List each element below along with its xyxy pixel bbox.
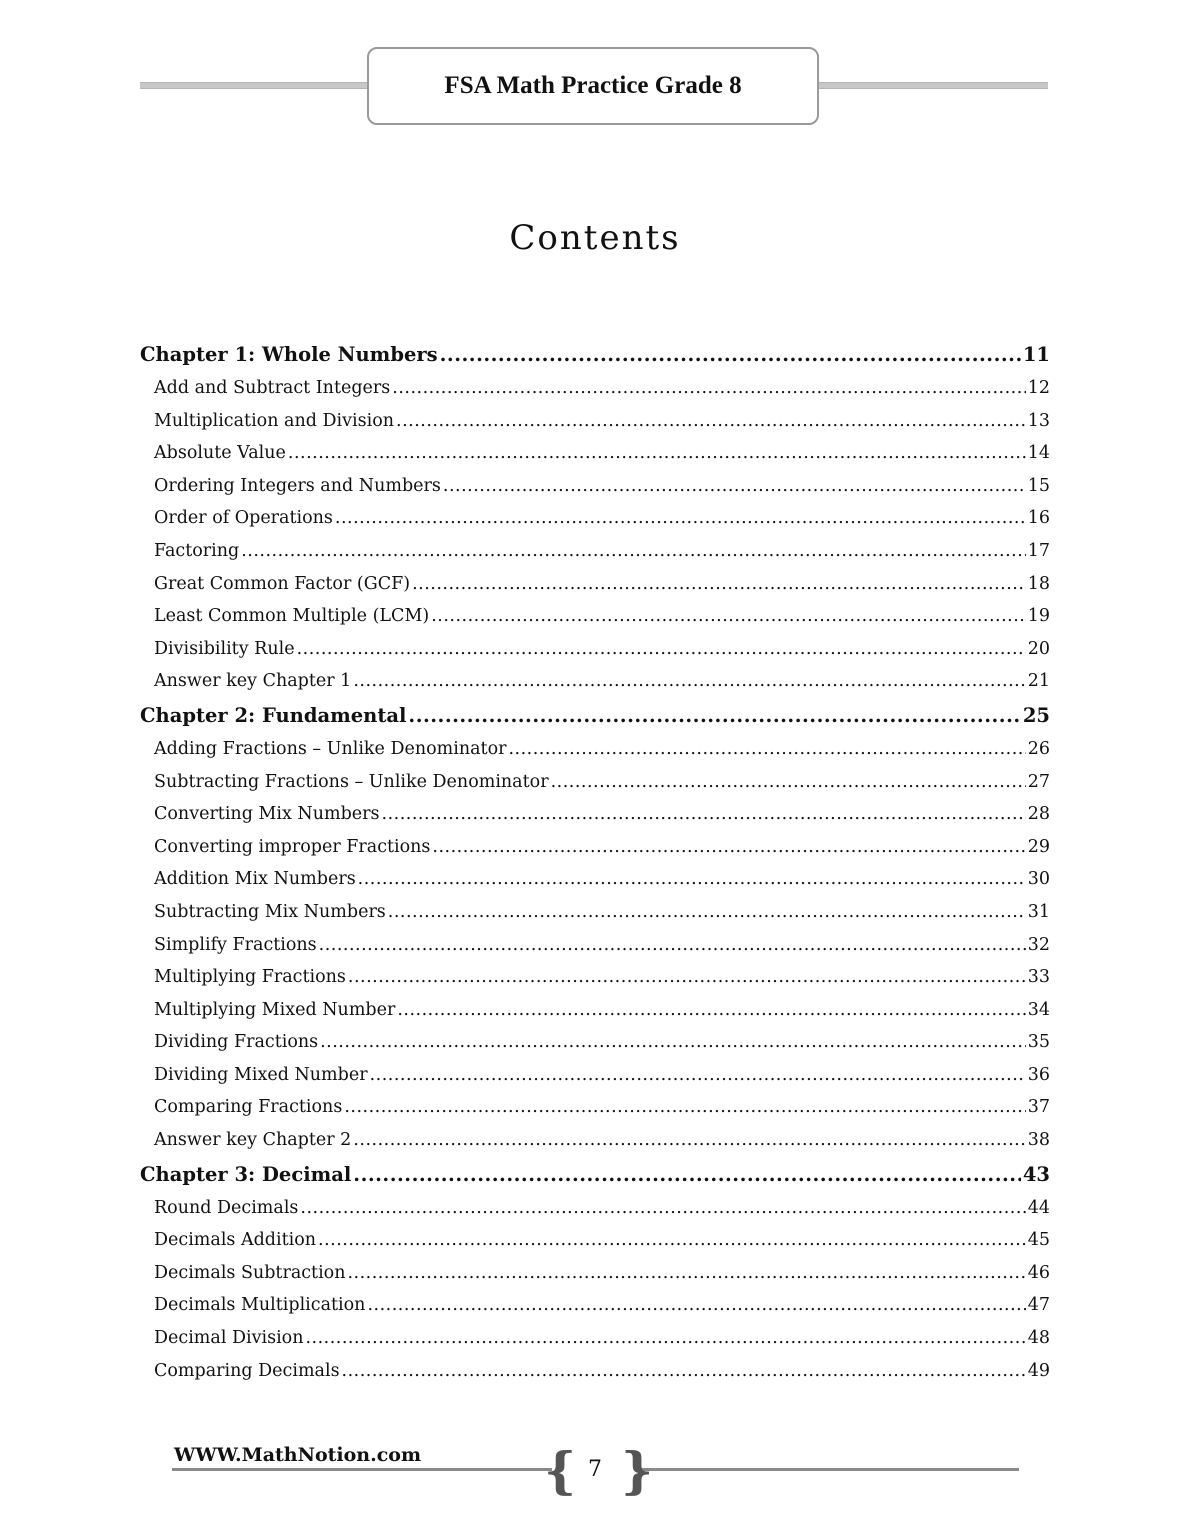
toc-section-entry[interactable] [140, 1322, 1050, 1355]
toc-dot-leader [353, 1124, 1025, 1157]
toc-dot-leader [348, 961, 1026, 994]
toc-dot-leader [551, 766, 1026, 799]
toc-section-entry[interactable] [140, 929, 1050, 962]
toc-section-entry[interactable] [140, 470, 1050, 503]
toc-section-entry[interactable] [140, 535, 1050, 568]
toc-entry-page: 17 [1027, 540, 1050, 561]
toc-section-entry[interactable] [140, 1124, 1050, 1157]
toc-entry-page: 45 [1027, 1230, 1050, 1251]
toc-dot-leader [432, 831, 1025, 864]
toc-dot-leader [396, 405, 1026, 438]
toc-dot-leader [318, 1224, 1026, 1257]
toc-entry-page: 38 [1027, 1130, 1050, 1151]
toc-section-entry[interactable] [140, 1224, 1050, 1257]
toc-entry-label: Factoring [154, 540, 240, 561]
toc-section-entry[interactable] [140, 568, 1050, 601]
toc-section-entry[interactable] [140, 1257, 1050, 1290]
toc-entry-page: 43 [1022, 1162, 1050, 1186]
toc-entry-label: Add and Subtract Integers [154, 378, 391, 398]
toc-entry-page: 34 [1027, 999, 1050, 1020]
toc-section-entry[interactable] [140, 961, 1050, 994]
toc-dot-leader [288, 437, 1026, 470]
toc-dot-leader [320, 1026, 1026, 1059]
toc-entry-label: Multiplication and Division [154, 410, 395, 431]
toc-entry-page: 32 [1027, 934, 1050, 955]
toc-entry-page: 28 [1027, 804, 1050, 825]
toc-section-entry[interactable] [140, 502, 1050, 535]
toc-entry-page: 35 [1027, 1032, 1050, 1053]
toc-section-entry[interactable] [140, 766, 1050, 799]
toc-dot-leader [319, 929, 1026, 962]
header-rule-left [140, 82, 370, 89]
toc-entry-page: 48 [1027, 1328, 1050, 1349]
toc-dot-leader [440, 337, 1021, 372]
toc-chapter-entry[interactable] [140, 337, 1050, 372]
toc-entry-page: 14 [1027, 443, 1050, 464]
toc-section-entry[interactable] [140, 1026, 1050, 1059]
toc-entry-label: Divisibility Rule [154, 638, 295, 659]
toc-dot-leader [347, 1257, 1025, 1290]
contents-title: Contents [509, 218, 681, 258]
toc-dot-leader [335, 502, 1026, 535]
toc-entry-page: 29 [1027, 836, 1050, 857]
footer-website: WWW.MathNotion.com [174, 1444, 425, 1466]
toc-entry-label: Addition Mix Numbers [154, 869, 356, 890]
footer-bracket-left-icon: { [544, 1441, 577, 1500]
toc-section-entry[interactable] [140, 1192, 1050, 1225]
toc-entry-page: 12 [1027, 378, 1050, 398]
toc-entry-page: 20 [1027, 638, 1050, 659]
toc-entry-label: Great Common Factor (GCF) [154, 573, 411, 594]
toc-section-entry[interactable] [140, 994, 1050, 1027]
toc-entry-label: Simplify Fractions [154, 934, 317, 955]
toc-dot-leader [408, 698, 1020, 733]
toc-dot-leader [367, 1289, 1025, 1322]
toc-entry-page: 21 [1027, 671, 1050, 692]
toc-entry-label: Multiplying Mixed Number [154, 999, 396, 1020]
toc-entry-label: Chapter 3: Decimal [140, 1162, 352, 1186]
toc-section-entry[interactable] [140, 665, 1050, 698]
toc-section-entry[interactable] [140, 600, 1050, 633]
toc-entry-label: Decimals Subtraction [154, 1262, 346, 1283]
toc-entry-label: Adding Fractions – Unlike Denominator [154, 738, 507, 759]
toc-dot-leader [358, 863, 1026, 896]
toc-section-entry[interactable] [140, 437, 1050, 470]
toc-entry-page: 36 [1027, 1064, 1050, 1085]
toc-section-entry[interactable] [140, 1059, 1050, 1092]
toc-entry-label: Round Decimals [154, 1197, 299, 1218]
toc-entry-label: Least Common Multiple (LCM) [154, 606, 430, 627]
toc-entry-label: Chapter 2: Fundamental [140, 703, 407, 727]
toc-entry-page: 31 [1027, 901, 1050, 922]
toc-entry-label: Dividing Fractions [154, 1032, 319, 1053]
toc-dot-leader [388, 896, 1026, 929]
toc-entry-label: Absolute Value [154, 443, 286, 464]
toc-entry-label: Subtracting Fractions – Unlike Denominator [154, 771, 549, 792]
toc-entry-label: Ordering Integers and Numbers [154, 475, 441, 496]
toc-entry-label: Decimals Multiplication [154, 1295, 366, 1316]
toc-entry-page: 49 [1027, 1360, 1050, 1381]
toc-entry-page: 18 [1027, 573, 1050, 594]
toc-dot-leader [431, 600, 1026, 633]
toc-dot-leader [297, 633, 1026, 666]
toc-entry-page: 37 [1027, 1097, 1050, 1118]
footer-rule-left [172, 1468, 552, 1471]
header-box [367, 47, 819, 125]
toc-dot-leader [353, 1157, 1021, 1192]
toc-dot-leader [353, 665, 1025, 698]
toc-entry-label: Converting Mix Numbers [154, 804, 380, 825]
toc-entry-label: Decimal Division [154, 1328, 304, 1349]
toc-dot-leader [370, 1059, 1026, 1092]
toc-entry-label: Comparing Decimals [154, 1360, 340, 1381]
header-rule-right [818, 82, 1048, 89]
toc-dot-leader [443, 470, 1026, 503]
header-title: FSA Math Practice Grade 8 [444, 72, 742, 99]
toc-section-entry[interactable] [140, 831, 1050, 864]
toc-entry-label: Comparing Fractions [154, 1097, 343, 1118]
toc-entry-label: Converting improper Fractions [154, 836, 431, 857]
toc-entry-page: 46 [1027, 1262, 1050, 1283]
toc-section-entry[interactable] [140, 1289, 1050, 1322]
toc-section-entry[interactable] [140, 863, 1050, 896]
toc-dot-leader [300, 1192, 1025, 1225]
toc-entry-page: 16 [1027, 508, 1050, 529]
toc-dot-leader [412, 568, 1026, 601]
toc-section-entry[interactable] [140, 733, 1050, 766]
toc-entry-page: 13 [1027, 410, 1050, 431]
toc-entry-label: Chapter 1: Whole Numbers [140, 343, 438, 366]
toc-section-entry[interactable] [140, 798, 1050, 831]
toc-section-entry[interactable] [140, 405, 1050, 438]
table-of-contents [140, 337, 1050, 1387]
toc-entry-page: 30 [1027, 869, 1050, 890]
toc-dot-leader [305, 1322, 1025, 1355]
toc-entry-page: 27 [1027, 771, 1050, 792]
toc-chapter-entry[interactable] [140, 1157, 1050, 1192]
toc-section-entry[interactable] [140, 1091, 1050, 1124]
toc-entry-label: Decimals Addition [154, 1230, 317, 1251]
toc-entry-page: 26 [1027, 738, 1050, 759]
toc-dot-leader [392, 372, 1025, 405]
toc-entry-label: Dividing Mixed Number [154, 1064, 368, 1085]
toc-entry-page: 33 [1027, 967, 1050, 988]
toc-dot-leader [508, 733, 1025, 766]
toc-entry-page: 11 [1022, 343, 1050, 366]
toc-section-entry[interactable] [140, 896, 1050, 929]
toc-dot-leader [241, 535, 1026, 568]
footer-bracket-right-icon: } [621, 1441, 654, 1500]
toc-entry-label: Answer key Chapter 2 [154, 1130, 352, 1151]
toc-chapter-entry[interactable] [140, 698, 1050, 733]
toc-section-entry[interactable] [140, 1355, 1050, 1388]
footer-page-number: 7 [588, 1457, 602, 1482]
toc-entry-page: 47 [1027, 1295, 1050, 1316]
toc-dot-leader [344, 1091, 1025, 1124]
toc-entry-page: 15 [1027, 475, 1050, 496]
toc-dot-leader [397, 994, 1025, 1027]
toc-dot-leader [382, 798, 1026, 831]
toc-entry-page: 25 [1022, 703, 1050, 727]
toc-entry-label: Multiplying Fractions [154, 967, 346, 988]
toc-entry-label: Answer key Chapter 1 [154, 671, 352, 692]
toc-section-entry[interactable] [140, 633, 1050, 666]
toc-entry-label: Order of Operations [154, 508, 333, 529]
toc-section-entry[interactable] [140, 372, 1050, 405]
toc-entry-page: 19 [1027, 606, 1050, 627]
toc-entry-page: 44 [1027, 1197, 1050, 1218]
footer-rule-right [637, 1468, 1019, 1471]
toc-dot-leader [342, 1355, 1026, 1388]
toc-entry-label: Subtracting Mix Numbers [154, 901, 386, 922]
